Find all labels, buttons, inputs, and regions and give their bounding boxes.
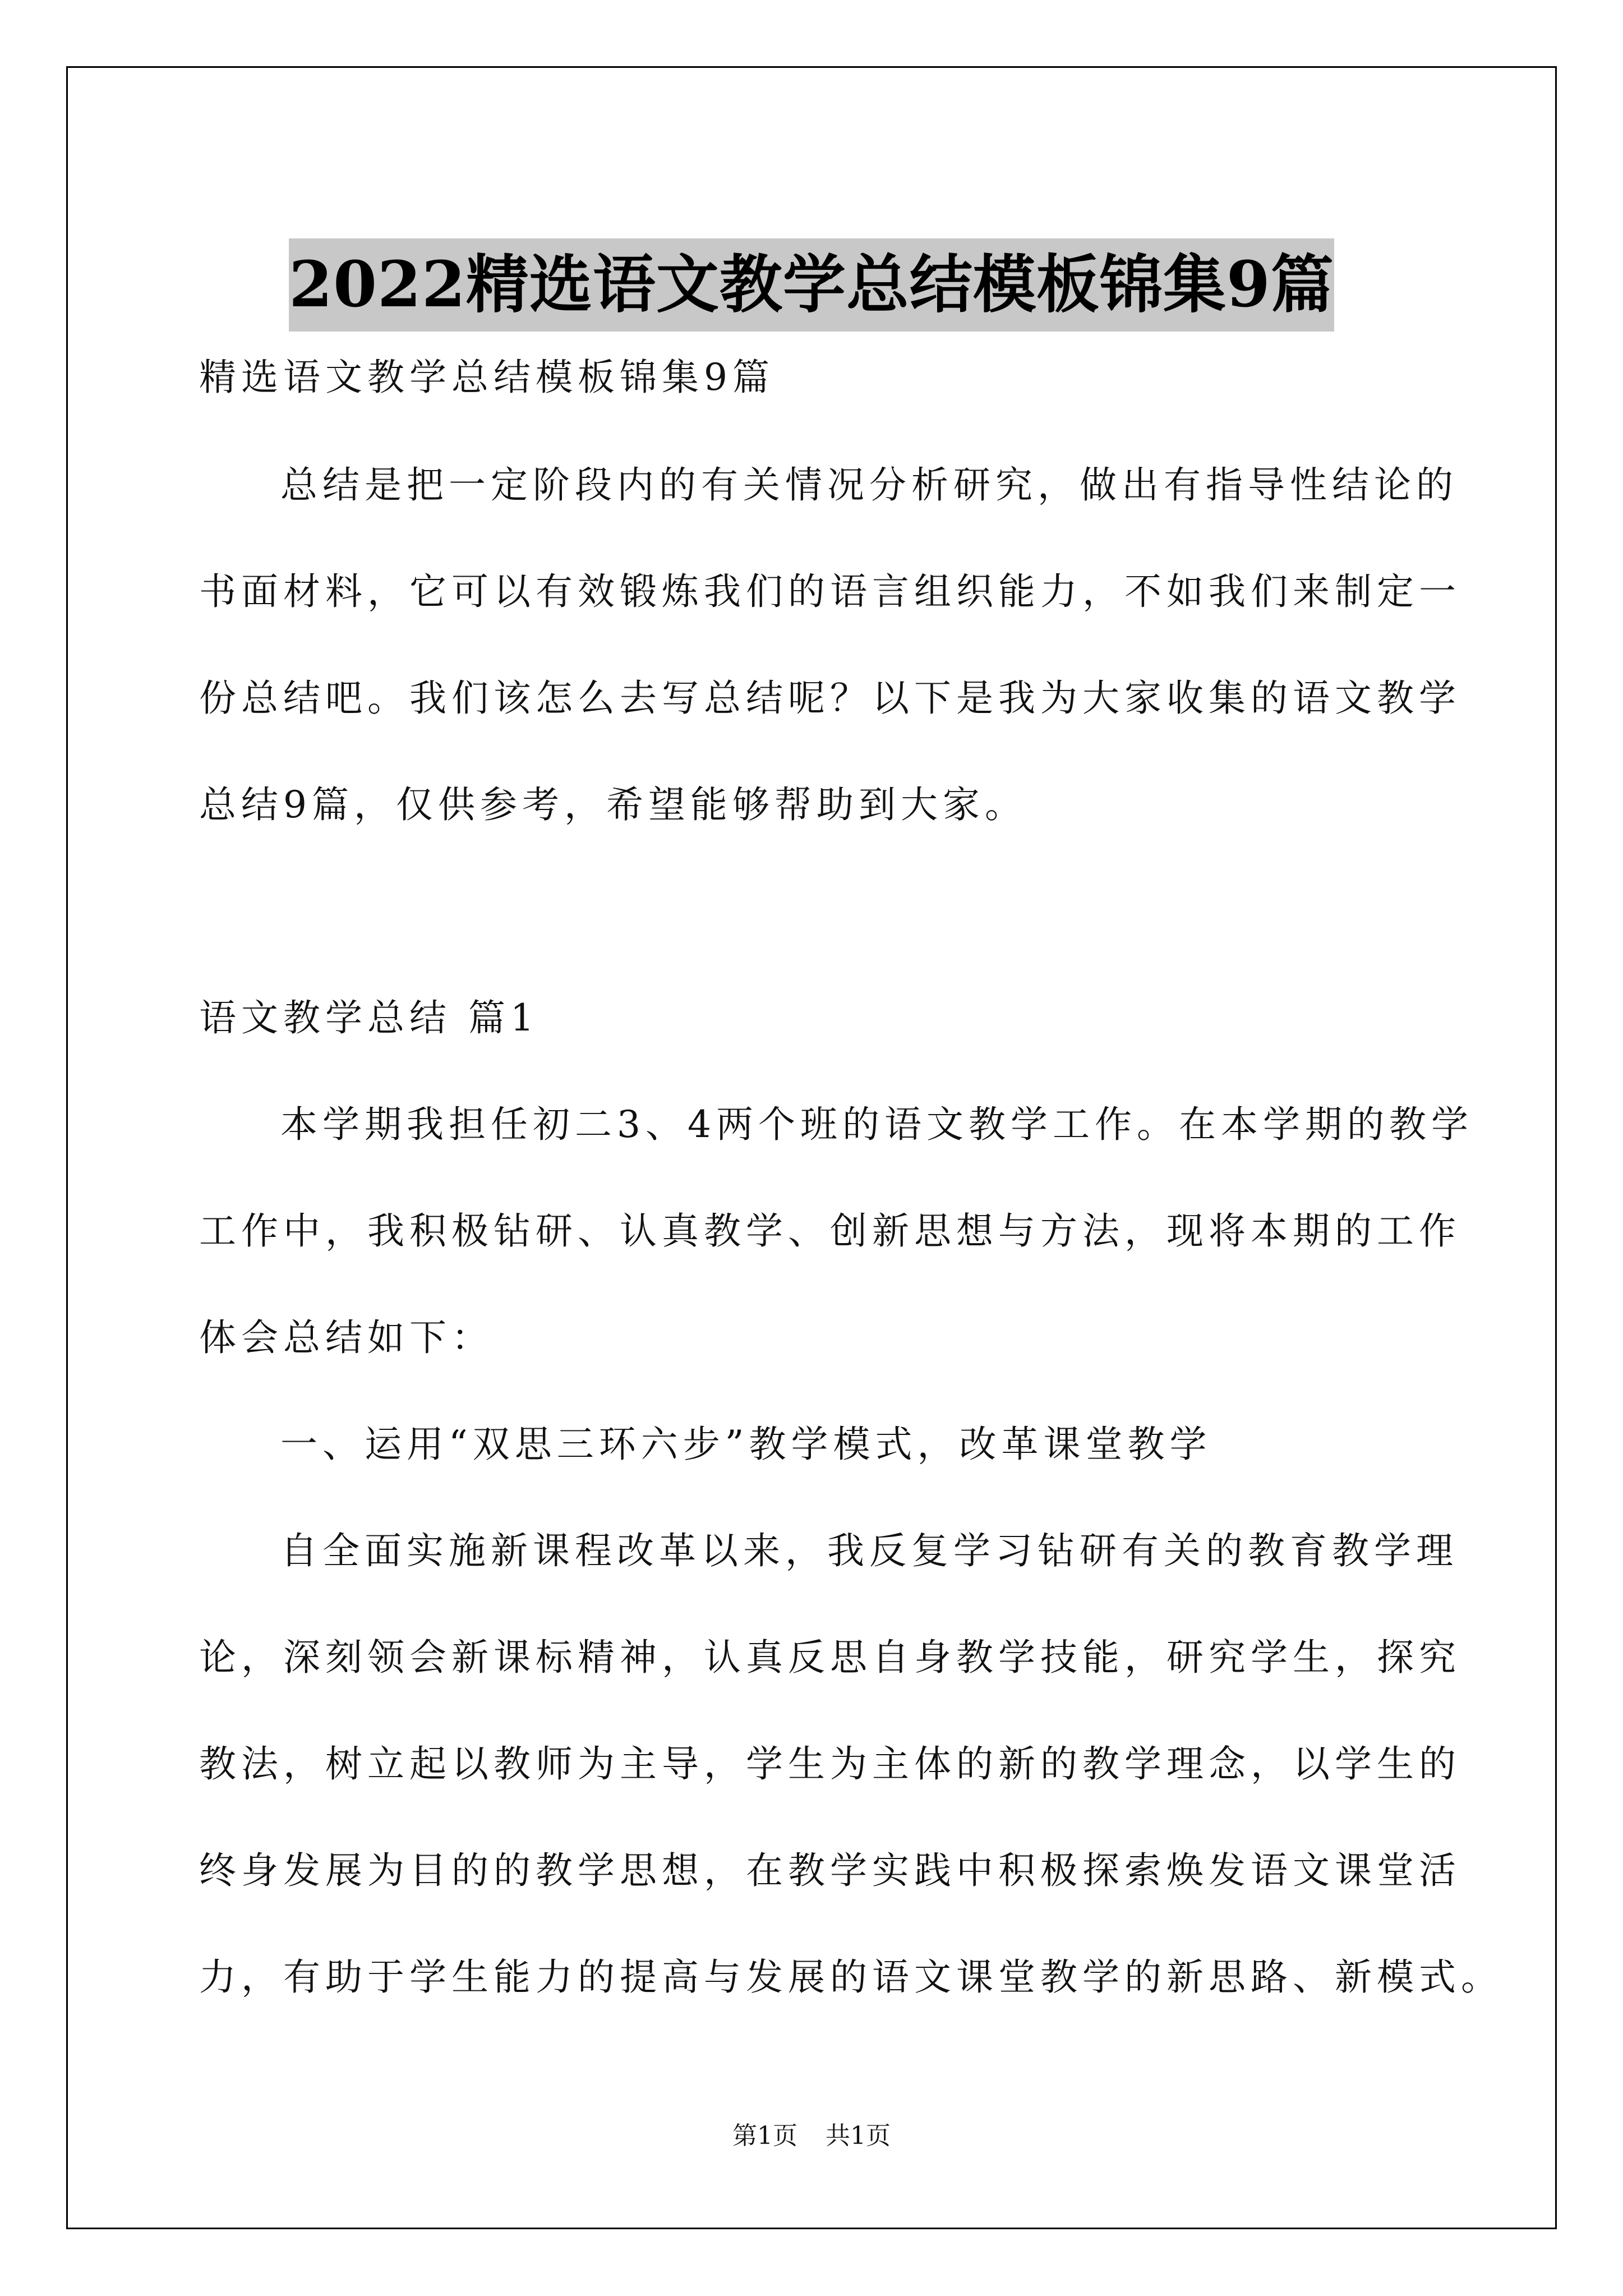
intro-line: 总结是把一定阶段内的有关情况分析研究，做出有指导性结论的 — [280, 463, 1458, 507]
paragraph-line: 自全面实施新课程改革以来，我反复学习钻研有关的教育教学理 — [280, 1529, 1458, 1572]
title-container — [0, 196, 1623, 374]
paragraph-line: 论，深刻领会新课标精神，认真反思自身教学技能，研究学生，探究 — [199, 1636, 1461, 1679]
intro-line: 书面材料，它可以有效锻炼我们的语言组织能力，不如我们来制定一 — [199, 570, 1461, 613]
paragraph-line: 体会总结如下： — [199, 1316, 494, 1359]
page-total: 共1页 — [826, 2122, 891, 2150]
paragraph-line: 工作中，我积极钻研、认真教学、创新思想与方法，现将本期的工作 — [199, 1209, 1461, 1253]
paragraph-line: 力，有助于学生能力的提高与发展的语文课堂教学的新思路、新模式。 — [199, 1955, 1503, 1999]
paragraph-line: 教法，树立起以教师为主导，学生为主体的新的教学理念，以学生的 — [199, 1742, 1461, 1786]
page-number: 第1页 — [732, 2122, 797, 2150]
section-heading: 语文教学总结 篇1 — [199, 996, 539, 1039]
document-title: 2022精选语文教学总结模板锦集9篇 — [289, 238, 1334, 332]
page-footer — [0, 2119, 1623, 2153]
subheading: 一、运用“双思三环六步”教学模式，改革课堂教学 — [280, 1423, 1212, 1466]
paragraph-line: 终身发展为目的的教学思想，在教学实践中积极探索焕发语文课堂活 — [199, 1849, 1461, 1892]
intro-line: 总结9篇，仅供参考，希望能够帮助到大家。 — [199, 783, 1027, 826]
document-subtitle: 精选语文教学总结模板锦集9篇 — [199, 356, 774, 399]
paragraph-line: 本学期我担任初二3、4两个班的语文教学工作。在本学期的教学 — [280, 1103, 1473, 1146]
intro-line: 份总结吧。我们该怎么去写总结呢？以下是我为大家收集的语文教学 — [199, 677, 1461, 720]
